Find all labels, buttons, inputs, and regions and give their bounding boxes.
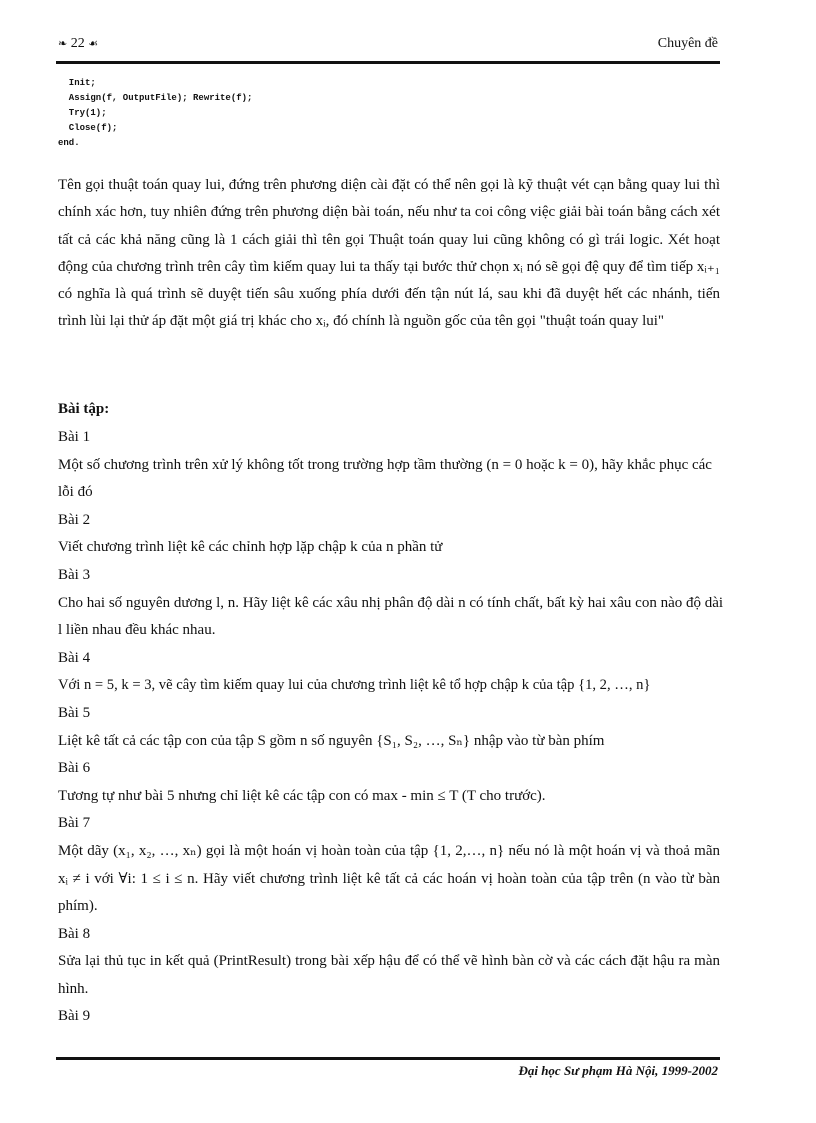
exercise-title: Bài 2 — [58, 511, 91, 528]
exercise-text: Tương tự như bài 5 nhưng chỉ liệt kê các tập con có max - min ≤ T (T cho trước). — [58, 787, 546, 804]
exercise-text: Với n = 5, k = 3, vẽ cây tìm kiếm quay lui của chương trình liệt kê tổ hợp chập k của tập {1, 2, …, n} — [58, 677, 651, 694]
exercise-text: Viết chương trình liệt kê các chỉnh hợp lặp chập k của n phần tử — [58, 539, 443, 556]
exercise-title: Bài 6 — [58, 760, 91, 777]
code-line: Try(1); — [58, 108, 107, 118]
page-number: 22 — [70, 36, 85, 51]
left-ornament-icon: ❧ — [58, 38, 68, 50]
page-header — [58, 36, 718, 56]
code-line: Close(f); — [58, 123, 118, 133]
exercise-title: Bài 5 — [58, 704, 91, 721]
exercise-text: Liệt kê tất cả các tập con của tập S gồm n số nguyên {S₁, S₂, …, Sₙ} nhập vào từ bàn phím — [58, 732, 605, 749]
exercise-title: Bài 1 — [58, 429, 91, 445]
exercise-title: Bài 3 — [58, 566, 91, 583]
exercise-list — [58, 424, 726, 1031]
exercise-text: Một số chương trình trên xử lý không tốt trong trường hợp tầm thường (n = 0 hoặc k = 0), hãy khắc phục các lỗi đó — [58, 456, 712, 501]
footer-rule — [56, 1057, 720, 1060]
footer-text: Đại học Sư phạm Hà Nội, 1999-2002 — [518, 1063, 718, 1078]
exercise-text: Cho hai số nguyên dương l, n. Hãy liệt kê các xâu nhị phân độ dài n có tính chất, bất kỳ hai xâu con nào độ dài l liền nhau đều khác nhau. — [58, 594, 724, 639]
page-number-block — [58, 36, 98, 52]
exercise-title: Bài 7 — [58, 815, 91, 832]
code-line: Init; — [58, 78, 96, 88]
code-block — [58, 76, 252, 151]
exercise-title: Bài 9 — [58, 1008, 91, 1025]
exercise-title: Bài 4 — [58, 649, 91, 666]
intro-paragraph: Tên gọi thuật toán quay lui, đứng trên phương diện cài đặt có thể nên gọi là kỹ thuật vét cạn bằng quay lui thì chính xác hơn, tuy nhiên đứng trên phương diện bài toán, nếu như ta coi công việc giải bài toán bằng cách xét tất cả các khả năng cũng là 1 cách giải thì tên gọi Thuật toán quay lui cũng không có gì trái logic. Xét hoạt động của chương trình trên cây tìm kiếm quay lui ta thấy tại bước thử chọn xᵢ nó sẽ gọi đệ quy để tìm tiếp xᵢ₊₁ có nghĩa là quá trình sẽ duyệt tiến sâu xuống phía dưới đến tận nút lá, sau khi đã duyệt hết các nhánh, tiến trình lùi lại thử áp đặt một giá trị khác cho xᵢ, đó chính là nguồn gốc của tên gọi "thuật toán quay lui" — [58, 177, 720, 330]
chapter-title: Chuyên đề — [657, 36, 718, 51]
exercises-section — [58, 394, 726, 1031]
exercise-title: Bài 8 — [58, 925, 91, 942]
exercise-text: Một dãy (x₁, x₂, …, xₙ) gọi là một hoán vị hoàn toàn của tập {1, 2,…, n} nếu nó là một hoán vị và thoả mãn xᵢ ≠ i với ∀i: 1 ≤ i ≤ n. Hãy viết chương trình liệt kê tất cả các hoán vị hoàn toàn của tập trên (n vào từ bàn phím). — [58, 842, 720, 915]
header-rule — [56, 61, 720, 64]
exercise-text: Sửa lại thủ tục in kết quả (PrintResult) trong bài xếp hậu để có thể vẽ hình bàn cờ và các cách đặt hậu ra màn hình. — [58, 953, 720, 997]
exercises-heading: Bài tập: — [58, 401, 110, 417]
code-line: end. — [58, 138, 80, 148]
right-ornament-icon: ☙ — [88, 38, 99, 50]
code-line: Assign(f, OutputFile); Rewrite(f); — [58, 93, 253, 103]
